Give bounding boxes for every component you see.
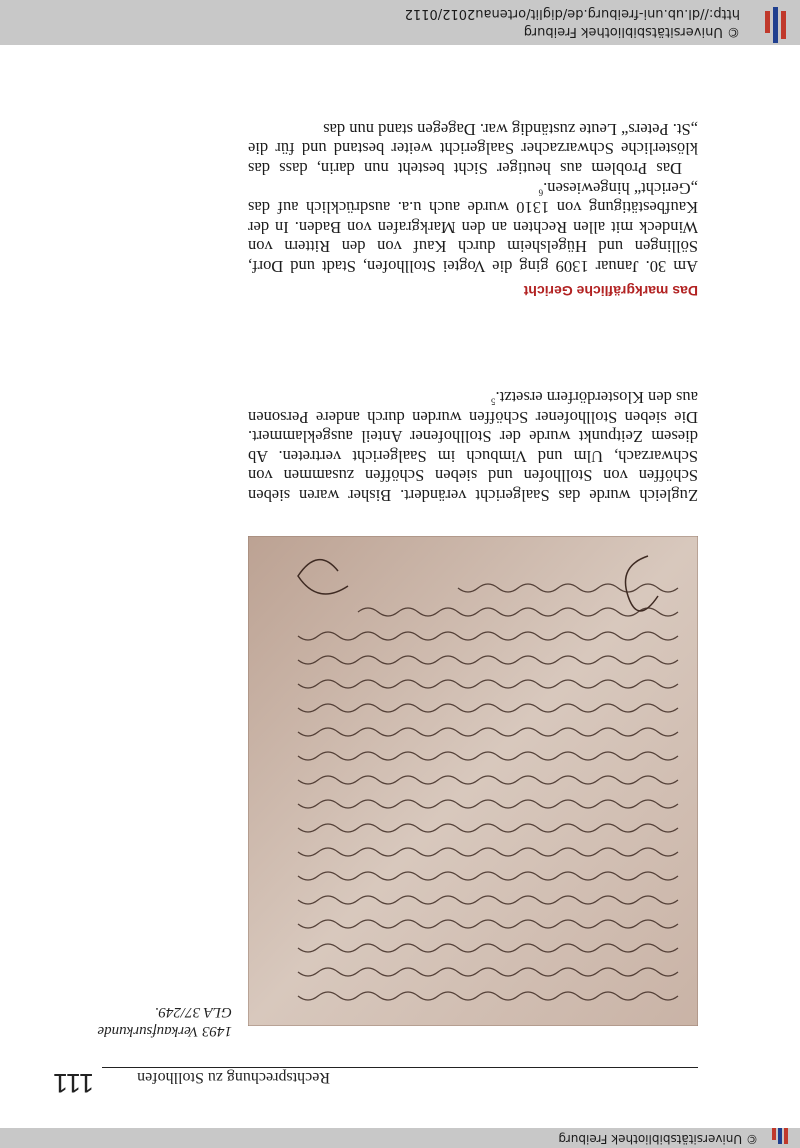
manuscript-image — [248, 536, 698, 1026]
paragraph-1 — [248, 387, 698, 505]
bottom-bar-credit: © Universitätsbibliothek Freiburg — [523, 24, 740, 39]
library-logo-icon — [766, 1128, 794, 1144]
caption-line-1: 1493 Verkaufsurkunde — [97, 1023, 232, 1039]
page-number: 111 — [52, 1068, 94, 1098]
bottom-bar-url[interactable]: http://dl.ub.uni-freiburg.de/diglit/ortenau2012/0112 — [404, 6, 740, 21]
paragraph-2-text: Am 30. Januar 1309 ging die Vogtei Stollhofen, Stadt und Dorf, Söllingen und Hügelsheim durch Kauf von den Rittern von Windeck mit allen Rechten an den Markgrafen von Baden. In der Kaufbestätigung von 1310 wurde auch u.a. ausdrücklich auf das „Gericht“ hingewiesen. — [248, 178, 698, 276]
footnote-ref-6: 6 — [538, 187, 544, 198]
paragraph-2-3 — [248, 119, 698, 276]
footnote-ref-5: 5 — [490, 396, 496, 407]
top-bar-credit: © Universitätsbibliothek Freiburg — [558, 1132, 758, 1146]
paragraph-3-text: Das Problem aus heutiger Sicht besteht nun darin, dass das klösterliche Schwarzacher Saalgericht weiter bestand und für die „St. Peters“ Leute zuständig war. Dagegen stand nun das — [248, 119, 698, 179]
paragraph-1-text: Zugleich wurde das Saalgericht verändert. Bisher waren sieben Schöffen von Stollhofen und sieben Schöffen zusammen von Schwarzach, Ulm und Vimbuch im Saalgericht vertreten. Ab diesem Zeitpunkt wurde der Stollhofener Anteil ausgeklammert. Die sieben Stollhofener Schöffen wurden durch andere Personen aus den Klosterdörfern ersetzt. — [248, 388, 698, 505]
section-heading: Das markgräfliche Gericht — [523, 283, 698, 299]
top-bar — [0, 1128, 800, 1148]
bottom-bar — [0, 0, 800, 45]
library-logo-icon — [754, 7, 794, 43]
caption-line-2: GLA 37/249. — [154, 1004, 232, 1020]
running-title: Rechtsprechung zu Stollhofen — [137, 1069, 330, 1086]
figure-caption — [97, 1002, 232, 1040]
